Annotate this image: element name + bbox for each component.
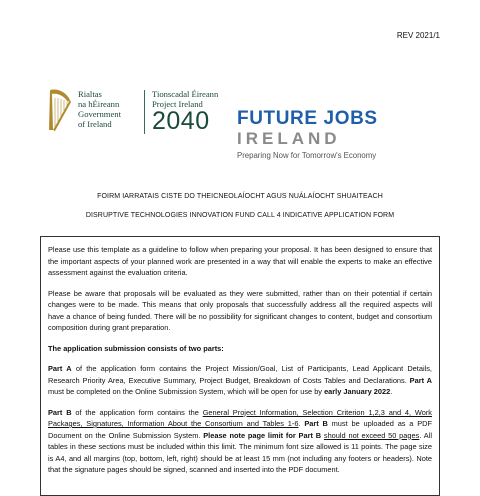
guidance-paragraph: Please use this template as a guideline to follow when preparing your proposal. It has been designed to ensure that the important aspects of your planned work are presented in a way that will enable the experts to make an effective assessment against the evaluation criteria. bbox=[48, 245, 432, 277]
submission-parts-heading: The application submission consists of two parts: bbox=[48, 343, 224, 353]
guidance-box bbox=[40, 236, 440, 496]
part-a-paragraph: Part A of the application form contains the Project Mission/Goal, List of Participants, Lead Applicant Details, Research Priority Area, Executive Summary, Project Budget, Breakdown of Costs Tables and Declarations. Part A must be completed on the Online Submission System, which will be open for use by early January 2022. bbox=[48, 364, 432, 396]
revision-label: REV 2021/1 bbox=[396, 31, 440, 40]
form-title-english: DISRUPTIVE TECHNOLOGIES INNOVATION FUND CALL 4 INDICATIVE APPLICATION FORM bbox=[85, 212, 395, 219]
government-of-ireland-logo: Rialtas na hÉireann Government of Ireland bbox=[78, 89, 121, 129]
opening-date: early January 2022 bbox=[324, 387, 391, 396]
harp-icon bbox=[44, 86, 74, 134]
project-ireland-year: 2040 bbox=[152, 107, 210, 135]
guidance-paragraph: Please be aware that proposals will be evaluated as they were submitted, rather than on their potential if certain changes were to be made. This means that only proposals that successfully address all the required aspects will have a chance of being funded. There will be no possibility for significant changes to content, budget and consortium composition during grant preparation. bbox=[48, 288, 432, 332]
future-jobs-ireland-logo: FUTURE JOBS IRELAND Preparing Now for Tomorrow's Economy bbox=[237, 108, 378, 160]
part-b-paragraph: Part B of the application form contains the General Project Information, Selection Criterion 1,2,3 and 4, Work Packages, Signatures, Information About the Consortium and Tables 1-6. Part B must be uploaded as a PDF Document on the Online Submission System. Please note page limit for Part B should not exceed 50 pages. All tables in these sections must be included within this limit. The minimum font size allowed is 11 points. The page size is A4, and all margins (top, bottom, left, right) should be at least 15 mm (not including any footers or headers). Note that the signature pages should be signed, scanned and inserted into the PDF document. bbox=[48, 407, 432, 474]
logo-banner bbox=[44, 86, 444, 166]
project-ireland-logo: Tionscadal Éireann Project Ireland bbox=[152, 89, 219, 109]
page-limit: should not exceed 50 pages bbox=[323, 430, 420, 440]
form-title-irish: FOIRM IARRATAIS CISTE DO THEICNEOLAÍOCHT AGUS NUÁLAÍOCHT SHUAITEACH bbox=[97, 193, 383, 200]
logo-divider bbox=[144, 90, 145, 134]
